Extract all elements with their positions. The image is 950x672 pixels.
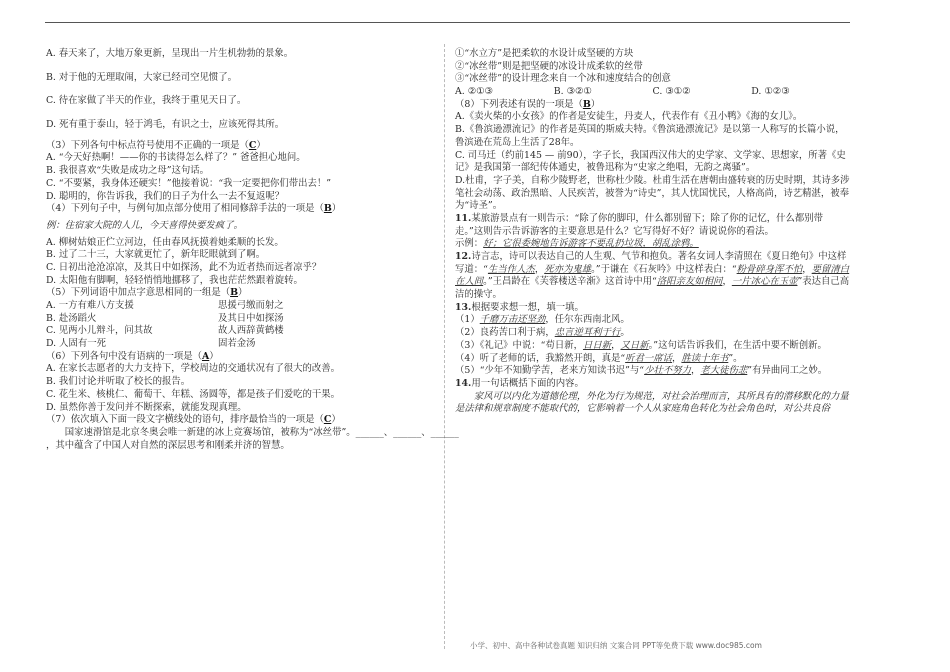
- q13-item-4: （4）听了老师的话，我豁然开朗，真是“听君一席话，胜读十年书”。: [455, 352, 743, 364]
- q7-passage-line1: 国家速滑馆是北京冬奥会唯一新建的冰上竞赛场馆，被称为“冰丝带”。______、______、______: [64, 426, 459, 438]
- q5-option-d: D. 人固有一死 固若金汤: [46, 338, 256, 350]
- option-d-death: D. 死有重于泰山，轻于鸿毛，有识之士，应该死得其所。: [46, 119, 285, 131]
- q8-option-c: C. 司马迁（约前145 — 前90），字子长，我国西汉伟大的史学家、文学家、思想家，所著《史记》是我国第一部纪传体通史，被鲁迅称为“史家之绝唱，无韵之离骚”。: [455, 149, 846, 174]
- q5-option-b: B. 赴汤蹈火 及其日中如探汤: [46, 312, 284, 324]
- question-11: 11.某旅游景点有一则告示：“除了你的脚印，什么都别留下；除了你的记忆，什么都别带走。”这则告示告诉游客的主要意思是什么？它写得好不好？请说说你的看法。: [455, 212, 823, 237]
- q3-option-b: B. 我很喜欢“失败是成功之母”这句话。: [46, 165, 210, 177]
- question-4-stem: （4）下列句子中，与例句加点部分使用了相同修辞手法的一项是（B）: [46, 203, 342, 215]
- q8-option-d: D.杜甫，字子美，自称少陵野老，世称杜少陵。杜甫生活在唐朝由盛转衰的历史时期，其诗多涉笔社会动荡、政治黑暗、人民疾苦，被誉为“诗史”，其人忧国忧民，人格高尚，诗艺精湛，被奉为“诗圣”。: [455, 174, 850, 212]
- answer-3: C: [248, 139, 257, 151]
- q5-option-a: A. 一方有难八方支援 思援弓缴而射之: [46, 300, 284, 311]
- q7-sentence-3: ③“冰丝带”的设计理念来自一个冰和速度结合的创意: [455, 73, 671, 85]
- option-a-spring: A. 春天来了，大地万象更新，呈现出一片生机勃勃的景象。: [46, 48, 294, 59]
- q8-option-a: A.《卖火柴的小女孩》的作者是安徒生，丹麦人，代表作有《丑小鸭》《海的女儿》。: [455, 111, 803, 123]
- question-5-stem: （5）下列词语中加点字意思相同的一组是（B）: [46, 287, 248, 299]
- footer-watermark: 小学、初中、高中各种试卷真题 知识归纳 文案合同 PPT等免费下载 www.doc985.com: [470, 641, 762, 650]
- q4-option-b: B. 过了二十三，大家就更忙了，新年眨眼就到了啊。: [46, 249, 266, 261]
- question-3-stem: （3）下列各句中标点符号使用不正确的一项是（C）: [46, 139, 266, 151]
- q7-sentence-1: ①“水立方”是把柔软的水设计成坚硬的方块: [455, 48, 634, 59]
- q4-example: 例：住宿家大院的人儿，今天喜得快要发疯了。: [46, 219, 243, 231]
- question-7-stem: （7）依次填入下面一段文字横线处的语句，排序最恰当的一项是（C）: [46, 414, 341, 426]
- q11-example-answer: 示例：好；它很委婉地告诉游客不要乱扔垃圾，胡乱涂鸦。: [455, 238, 699, 250]
- q14-passage: 家风可以内化为道德伦理，外化为行为规范，对社会治理而言，其所具有的潜移默化的力量是法律和规章制度不能取代的，它影响着一个人从家庭角色转化为社会角色时，对公共良俗: [455, 390, 849, 415]
- q7-options: A. ②①③ B. ③②① C. ③①② D. ①②③: [455, 86, 790, 98]
- q13-item-3: （3）《礼记》中说：“苟日新，日日新，又日新。”这句话告诉我们，在生活中要不断创新。: [455, 339, 827, 351]
- q7-sentence-2: ②“冰丝带”则是把坚硬的冰设计成柔软的丝带: [455, 60, 643, 72]
- left-column: [46, 48, 459, 452]
- answer-8: B: [582, 98, 591, 110]
- q6-option-a: A. 在家长志愿者的大力支持下，学校周边的交通状况有了很大的改善。: [46, 363, 340, 375]
- option-b-unreason: B. 对于他的无理取闹，大家已经司空见惯了。: [46, 71, 237, 83]
- option-c-homework: C. 待在家做了半天的作业，我终于重见天日了。: [46, 95, 247, 107]
- column-divider: [444, 44, 445, 649]
- question-6-stem: （6）下列各句中没有语病的一项是（A）: [46, 350, 219, 362]
- question-13-stem: 13.根据要求想一想，填一填。: [455, 301, 584, 313]
- q8-option-b: B.《鲁滨逊漂流记》的作者是英国的斯威夫特。《鲁滨逊漂流记》是以第一人称写的长篇小说，鲁滨逊在荒岛上生活了28年。: [455, 124, 845, 148]
- q5-option-c: C. 见两小儿辩斗，问其故 故人西辞黄鹤楼: [46, 325, 284, 337]
- q4-option-c: C. 日初出沧沧凉凉，及其日中如探汤，此不为近者热而远者凉乎？: [46, 261, 322, 273]
- q6-option-d: D. 虽然你善于发问并不断探索，就能发现真理。: [46, 401, 247, 413]
- q6-option-b: B. 我们讨论并听取了校长的报告。: [46, 376, 191, 388]
- header-rule: [45, 22, 850, 23]
- q3-option-a: A. “今天好热啊！——你的书读得怎么样了？” 爸爸担心地问。: [46, 152, 306, 164]
- q3-option-c: C. “不要紧，我身体还硬实！”他接着说：“我一定要把你们带出去！”: [46, 177, 332, 189]
- answer-4: B: [323, 203, 332, 215]
- q4-option-a: A. 柳树姑娘正伫立河边，任由春风抚摸着她柔顺的长发。: [46, 236, 284, 248]
- q3-option-d: D. 聪明的，你告诉我，我们的日子为什么一去不复返呢？: [46, 190, 285, 202]
- q7-passage-line2: ，其中蕴含了中国人对自然的深层思考和刚柔并济的智慧。: [46, 439, 290, 451]
- question-8-stem: （8）下列表述有误的一项是（B）: [455, 98, 601, 110]
- answer-6: A: [201, 350, 210, 362]
- q13-item-2: （2）良药苦口利于病，忠言逆耳利于行。: [455, 327, 630, 339]
- q6-option-c: C. 花生米、核桃仁、葡萄干、年糕、汤圆等，都是孩子们爱吃的干果。: [46, 388, 341, 400]
- q13-item-5: （5）“少年不知勤学苦，老来方知读书迟”与“少壮不努力，老大徒伤悲”有异曲同工之妙。: [455, 365, 828, 377]
- right-column: [455, 48, 850, 416]
- answer-5: B: [230, 287, 239, 299]
- answer-7: C: [323, 414, 332, 426]
- q13-item-1: （1）千磨万击还坚劲，任尔东西南北风。: [455, 314, 630, 326]
- q4-option-d: D. 太阳他有脚啊，轻轻悄悄地挪移了，我也茫茫然跟着旋转。: [46, 274, 303, 286]
- question-14-stem: 14.用一句话概括下面的内容。: [455, 377, 584, 389]
- question-12: 12.诗言志，诗可以表达自己的人生观、气节和抱负。著名女词人李清照在《夏日绝句》中这样写道：“生当作人杰，死亦为鬼雄。”于谦在《石灰吟》中这样表白：“粉骨碎身浑不怕，要留清白在人间。”王昌龄在《芙蓉楼送辛渐》这首诗中用“洛阳亲友如相问，一片冰心在玉壶”表达自己高洁的操守。: [455, 251, 850, 301]
